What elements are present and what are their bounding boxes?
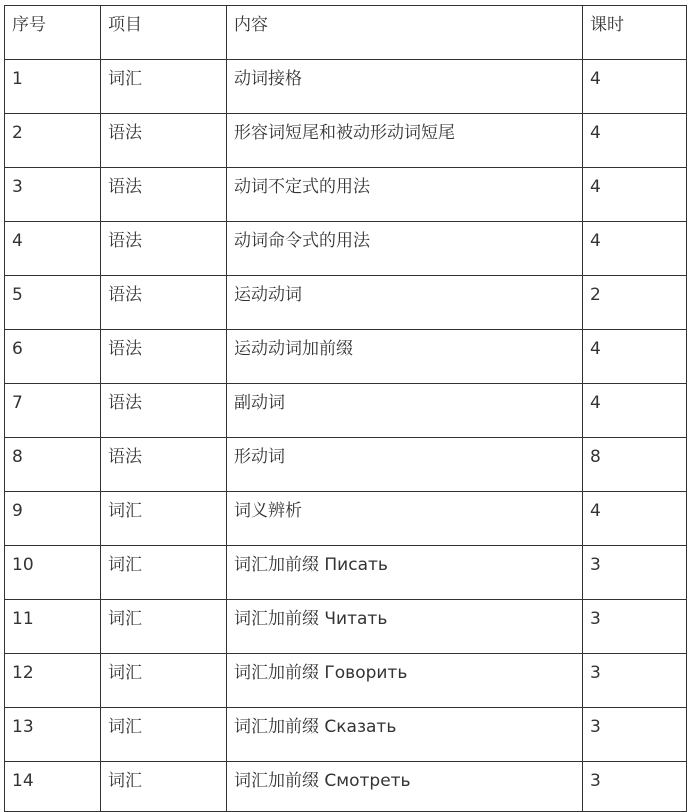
cell-number: 8 xyxy=(5,438,101,492)
cell-content: 形容词短尾和被动形动词短尾 xyxy=(227,114,583,168)
cell-item: 语法 xyxy=(101,330,227,384)
table-row xyxy=(5,492,687,546)
cell-hours: 4 xyxy=(583,60,687,114)
cell-content: 动词不定式的用法 xyxy=(227,168,583,222)
cell-number: 2 xyxy=(5,114,101,168)
header-item: 项目 xyxy=(101,6,227,60)
cell-content: 形动词 xyxy=(227,438,583,492)
cell-item: 词汇 xyxy=(101,60,227,114)
cell-number: 5 xyxy=(5,276,101,330)
cell-item: 词汇 xyxy=(101,708,227,762)
cell-number: 9 xyxy=(5,492,101,546)
cell-item: 语法 xyxy=(101,222,227,276)
cell-hours: 8 xyxy=(583,438,687,492)
cell-hours: 4 xyxy=(583,168,687,222)
cell-item: 词汇 xyxy=(101,600,227,654)
cell-number: 11 xyxy=(5,600,101,654)
table-body xyxy=(5,60,687,812)
table-row xyxy=(5,222,687,276)
cell-hours: 4 xyxy=(583,384,687,438)
cell-content: 词义辨析 xyxy=(227,492,583,546)
cell-hours: 3 xyxy=(583,600,687,654)
cell-hours: 4 xyxy=(583,114,687,168)
cell-item: 语法 xyxy=(101,438,227,492)
cell-item: 语法 xyxy=(101,168,227,222)
cell-item: 语法 xyxy=(101,276,227,330)
cell-item: 词汇 xyxy=(101,762,227,812)
cell-content: 词汇加前缀 Писать xyxy=(227,546,583,600)
cell-content: 动词命令式的用法 xyxy=(227,222,583,276)
table-row xyxy=(5,276,687,330)
cell-hours: 4 xyxy=(583,222,687,276)
cell-number: 12 xyxy=(5,654,101,708)
cell-hours: 4 xyxy=(583,492,687,546)
table-row xyxy=(5,168,687,222)
table-row xyxy=(5,384,687,438)
table-row xyxy=(5,708,687,762)
cell-item: 词汇 xyxy=(101,492,227,546)
cell-number: 14 xyxy=(5,762,101,812)
cell-hours: 3 xyxy=(583,654,687,708)
cell-item: 语法 xyxy=(101,114,227,168)
cell-content: 副动词 xyxy=(227,384,583,438)
cell-item: 词汇 xyxy=(101,654,227,708)
cell-number: 3 xyxy=(5,168,101,222)
cell-content: 运动动词加前缀 xyxy=(227,330,583,384)
cell-hours: 3 xyxy=(583,762,687,812)
table-row xyxy=(5,546,687,600)
cell-item: 词汇 xyxy=(101,546,227,600)
course-schedule-table xyxy=(4,5,687,812)
cell-content: 运动动词 xyxy=(227,276,583,330)
cell-number: 10 xyxy=(5,546,101,600)
cell-content: 词汇加前缀 Говорить xyxy=(227,654,583,708)
header-number: 序号 xyxy=(5,6,101,60)
cell-number: 4 xyxy=(5,222,101,276)
table-row xyxy=(5,60,687,114)
cell-number: 13 xyxy=(5,708,101,762)
table-header-row xyxy=(5,6,687,60)
cell-number: 1 xyxy=(5,60,101,114)
cell-content: 动词接格 xyxy=(227,60,583,114)
header-content: 内容 xyxy=(227,6,583,60)
cell-hours: 3 xyxy=(583,546,687,600)
cell-hours: 2 xyxy=(583,276,687,330)
table-row xyxy=(5,114,687,168)
cell-hours: 4 xyxy=(583,330,687,384)
header-hours: 课时 xyxy=(583,6,687,60)
cell-number: 6 xyxy=(5,330,101,384)
table-row xyxy=(5,600,687,654)
cell-content: 词汇加前缀 Смотреть xyxy=(227,762,583,812)
table-row xyxy=(5,438,687,492)
table-row xyxy=(5,330,687,384)
cell-item: 语法 xyxy=(101,384,227,438)
cell-content: 词汇加前缀 Сказать xyxy=(227,708,583,762)
table-row xyxy=(5,654,687,708)
table-row xyxy=(5,762,687,812)
cell-hours: 3 xyxy=(583,708,687,762)
cell-number: 7 xyxy=(5,384,101,438)
cell-content: 词汇加前缀 Читать xyxy=(227,600,583,654)
